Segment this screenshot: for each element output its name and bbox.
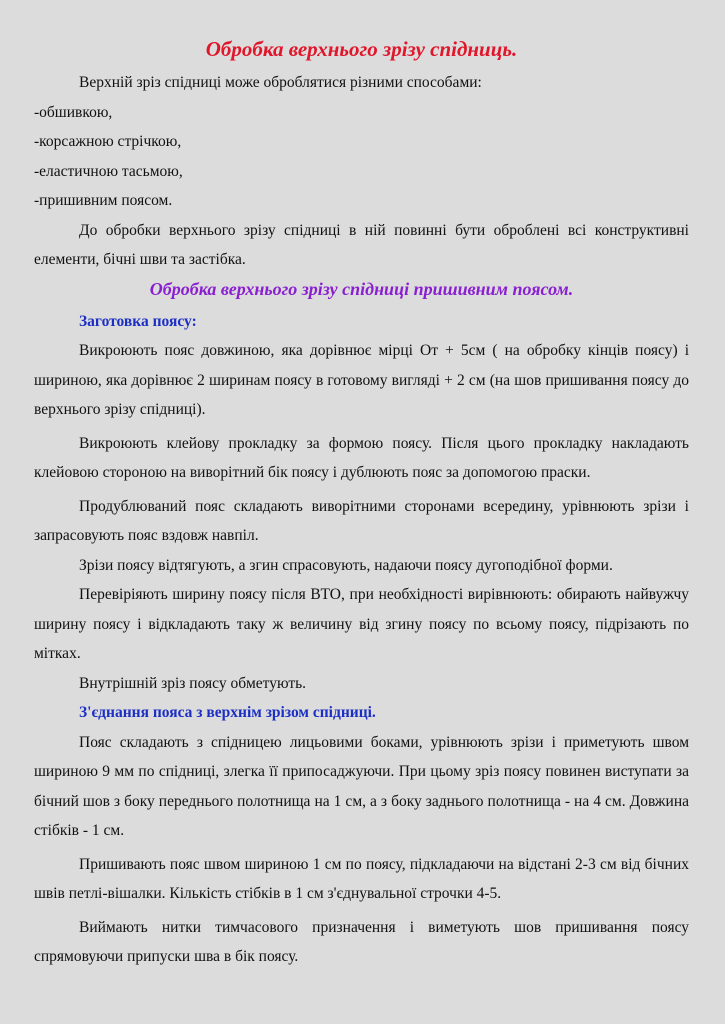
section-subtitle: Обробка верхнього зрізу спідниці пришивним поясом.: [149, 278, 574, 299]
page-title: Обробка верхнього зрізу спідниць.: [205, 37, 518, 61]
section-heading-joining: З'єднання пояса з верхнім зрізом спідниці.: [79, 704, 376, 721]
body-paragraph: Викроюють клейову прокладку за формою поясу. Після цього прокладку накладають клейовою стороною на виворітний бік поясу і дублюють пояс за допомогою праски.: [34, 434, 689, 481]
body-paragraph: Викроюють пояс довжиною, яка дорівнює мірці От + 5см ( на обробку кінців поясу) і шириною, яка дорівнює 2 ширинам поясу в готовому вигляді + 2 см (на шов пришивання поясу до верхнього зрізу спідниці).: [34, 342, 689, 418]
method-item: -корсажною стрічкою,: [34, 133, 182, 150]
method-item: -пришивним поясом.: [34, 192, 173, 209]
body-paragraph: Перевіріяють ширину поясу після ВТО, при необхідності вирівнюють: обирають найвужчу ширину поясу і відкладають таку ж величину від згину поясу по всьому поясу, підрізають по мітках.: [34, 586, 689, 662]
method-item: -еластичною тасьмою,: [34, 162, 183, 180]
intro-paragraph: Верхній зріз спідниці може оброблятися різними способами:: [79, 74, 482, 91]
body-paragraph: Продублюваний пояс складають виворітними сторонами всередину, урівнюють зрізи і запрасовують пояс вздовж навпіл.: [34, 497, 689, 544]
body-paragraph: Зрізи поясу відтягують, а згин спрасовують, надаючи поясу дугоподібної форми.: [79, 556, 613, 574]
section-heading-blank: Заготовка поясу:: [79, 312, 197, 330]
method-item: -обшивкою,: [34, 103, 113, 121]
body-paragraph: Пришивають пояс швом шириною 1 см по поясу, підкладаючи на відстані 2-3 см від бічних швів петлі-вішалки. Кількість стібків в 1 см з'єднувальної строчки 4-5.: [34, 855, 689, 902]
body-paragraph: Внутрішній зріз поясу обметують.: [79, 674, 307, 692]
body-paragraph: Пояс складають з спідницею лицьовими боками, урівнюють зрізи і приметують швом шириною 9 мм по спідниці, злегка її припосаджуючи. При цьому зріз поясу повинен виступати за бічний шов з боку переднього полотнища на 1 см, а з боку заднього полотнища - на 4 см. Довжина стібків - 1 см.: [34, 733, 689, 839]
intro-note-paragraph: До обробки верхнього зрізу спідниці в ній повинні бути оброблені всі конструктивні елементи, бічні шви та застібка.: [34, 221, 689, 268]
body-paragraph: Виймають нитки тимчасового призначення і виметують шов пришивання поясу спрямовуючи припуски шва в бік поясу.: [34, 918, 689, 965]
